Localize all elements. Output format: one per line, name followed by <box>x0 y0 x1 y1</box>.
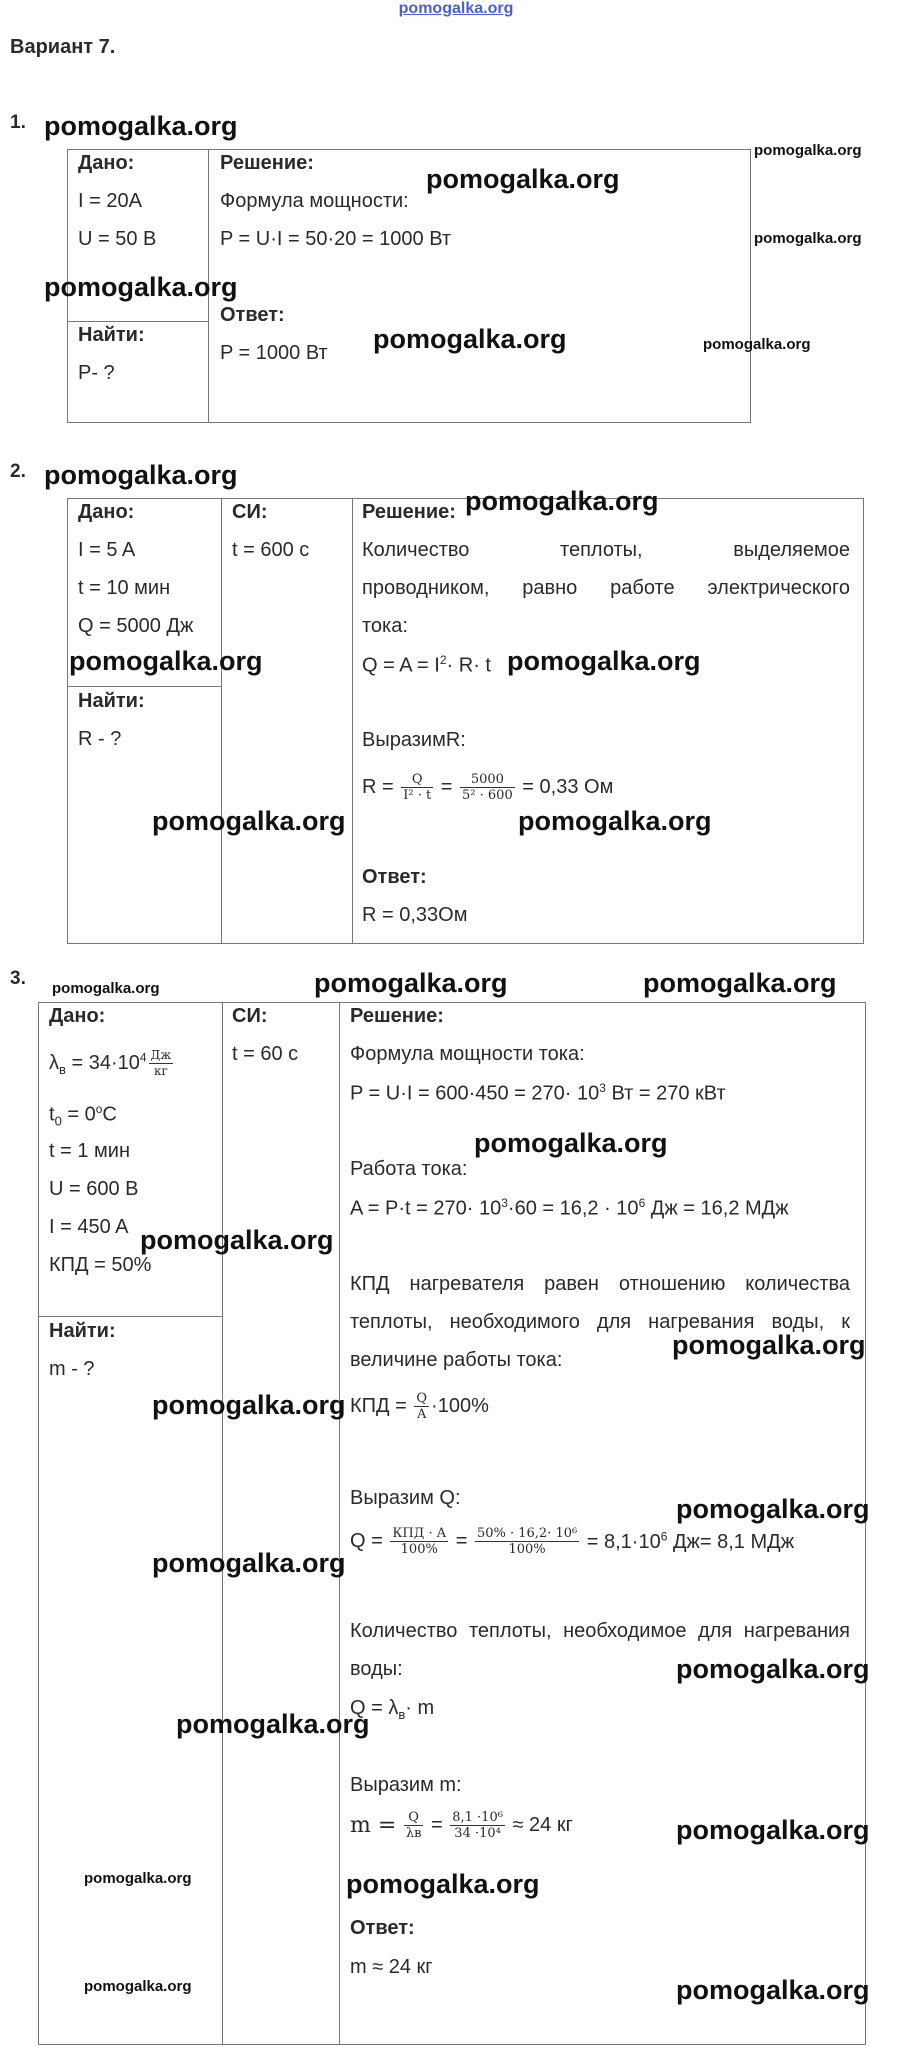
watermark-text: pomogalka.org <box>176 1709 370 1739</box>
problem-2-number: 2. <box>10 461 26 482</box>
given-t0: $t_0 = 0^oC$ <box>49 1102 117 1129</box>
problem-3-divider-h <box>38 1316 223 1317</box>
watermark-text: pomogalka.org <box>152 806 346 836</box>
watermark-text: pomogalka.org <box>754 230 862 247</box>
watermark-text: pomogalka.org <box>754 142 862 159</box>
fraction: $\frac{Q}{A}$ <box>416 1391 428 1422</box>
problem-2-divider <box>352 498 353 943</box>
formula-resistance: R = $\frac{Q}{\text{I² · t}}$ = $\frac{5000}{\text{5² · 600}}$ = 0,33 Ом <box>362 772 614 803</box>
formula-work: $A = P\cdot t = 270\cdot 10^3\cdot 60 = 16,2 \cdot 10^6$ Дж = 16,2 МДж <box>350 1196 789 1220</box>
solution-line: проводником, равно работе электрического <box>362 577 850 599</box>
si-value: t = 60 с <box>232 1043 299 1065</box>
given-value: t = 10 мин <box>78 577 171 599</box>
answer-value: P = 1000 Вт <box>220 342 328 364</box>
solution-line: Количество теплоты, необходимое для нагревания <box>350 1620 850 1642</box>
problem-2-table <box>67 498 864 944</box>
given-value: КПД = 50% <box>49 1254 152 1276</box>
solution-label: Решение: <box>362 501 456 523</box>
fraction: $\frac{5000}{\text{5² · 600}}$ <box>462 772 513 803</box>
watermark-text: pomogalka.org <box>676 1654 870 1684</box>
fraction: Q λв <box>405 1810 422 1841</box>
solution-line: КПД нагревателя равен отношению количества <box>350 1273 850 1295</box>
given-value: I = 5 A <box>78 539 136 561</box>
fraction: $\frac{\text{8,1 ·10⁶}}{\text{34 ·10⁴}}$ <box>452 1810 503 1841</box>
watermark-text: pomogalka.org <box>465 486 659 516</box>
solution-line: величине работы тока: <box>350 1349 563 1371</box>
given-label: Дано: <box>78 501 135 523</box>
watermark-text: pomogalka.org <box>676 1494 870 1524</box>
solution-label: Решение: <box>220 152 314 174</box>
express-label: ВыразимR: <box>362 729 466 751</box>
fraction: $\frac{\text{50\% · 16,2· 10⁶}}{100\%}$ <box>476 1526 578 1557</box>
watermark-text: pomogalka.org <box>373 324 567 354</box>
given-label: Дано: <box>49 1005 106 1027</box>
find-label: Найти: <box>78 324 145 346</box>
problem-3-divider <box>222 1002 223 2044</box>
page-title: Вариант 7. <box>10 36 116 58</box>
express-label: Выразим Q: <box>350 1487 461 1509</box>
watermark-text: pomogalka.org <box>676 1815 870 1845</box>
watermark-text: pomogalka.org <box>84 1978 192 1995</box>
given-value: I = 20A <box>78 190 142 212</box>
find-value: R - ? <box>78 728 122 750</box>
given-value: U = 600 В <box>49 1178 139 1200</box>
watermark-text: pomogalka.org <box>426 164 620 194</box>
solution-line: Количество теплоты, выделяемое <box>362 539 850 561</box>
si-label: СИ: <box>232 1005 268 1027</box>
watermark-text: pomogalka.org <box>69 646 263 676</box>
solution-line: P = U·I = 50·20 = 1000 Вт <box>220 228 452 250</box>
watermark-text: pomogalka.org <box>703 336 811 353</box>
formula-heat-q: Q = КПД · A 100% = $\frac{\text{50\% · 16,2· 10⁶}}{100\%}$ = $8,1\cdot 10^6$ Дж= 8,1 МДж <box>350 1526 795 1557</box>
watermark-text: pomogalka.org <box>314 968 508 998</box>
solution-line: воды: <box>350 1658 403 1680</box>
solution-line: тока: <box>362 615 408 637</box>
watermark-text: pomogalka.org <box>518 806 712 836</box>
solution-line: Формула мощности тока: <box>350 1043 585 1065</box>
answer-label: Ответ: <box>350 1917 415 1939</box>
site-link[interactable]: pomogalka.org <box>398 0 514 17</box>
watermark-text: pomogalka.org <box>44 111 238 141</box>
problem-2-divider <box>221 498 222 943</box>
watermark-text: pomogalka.org <box>152 1390 346 1420</box>
problem-3-divider <box>339 1002 340 2044</box>
solution-line: Работа тока: <box>350 1158 468 1180</box>
problem-1-number: 1. <box>10 112 26 133</box>
formula-power: $P = U\cdot I = 600\cdot 450 = 270\cdot 10^3$ Вт = 270 кВт <box>350 1081 726 1105</box>
watermark-text: pomogalka.org <box>474 1128 668 1158</box>
given-value: Q = 5000 Дж <box>78 615 194 637</box>
express-label: Выразим m: <box>350 1774 462 1796</box>
answer-value: R = 0,33Ом <box>362 904 468 926</box>
formula-heat-melt: $Q = \lambda_в\cdot m$ <box>350 1697 435 1722</box>
watermark-text: pomogalka.org <box>52 980 160 997</box>
watermark-text: pomogalka.org <box>44 272 238 302</box>
fraction: КПД · A 100% <box>392 1526 447 1557</box>
watermark-text: pomogalka.org <box>643 968 837 998</box>
find-value: P- ? <box>78 362 115 384</box>
watermark-text: pomogalka.org <box>672 1330 866 1360</box>
si-value: t = 600 c <box>232 539 310 561</box>
answer-value: m ≈ 24 кг <box>350 1956 433 1978</box>
watermark-text: pomogalka.org <box>140 1225 334 1255</box>
solution-label: Решение: <box>350 1005 444 1027</box>
watermark-text: pomogalka.org <box>44 460 238 490</box>
si-label: СИ: <box>232 501 268 523</box>
given-value: t = 1 мин <box>49 1140 130 1162</box>
solution-line: теплоты, необходимого для нагревания воды, к <box>350 1311 850 1333</box>
given-value: U = 50 В <box>78 228 157 250</box>
watermark-text: pomogalka.org <box>84 1870 192 1887</box>
watermark-text: pomogalka.org <box>507 646 701 676</box>
find-value: m - ? <box>49 1358 95 1380</box>
watermark-text: pomogalka.org <box>676 1975 870 2005</box>
answer-label: Ответ: <box>220 304 285 326</box>
solution-line: Формула мощности: <box>220 190 409 212</box>
watermark-text: pomogalka.org <box>152 1548 346 1578</box>
formula-mass: m = Q λв = $\frac{\text{8,1 ·10⁶}}{\text{34 ·10⁴}}$ ≈ 24 кг <box>350 1810 573 1841</box>
watermark-text: pomogalka.org <box>346 1869 540 1899</box>
problem-3-number: 3. <box>10 968 26 989</box>
given-value: I = 450 A <box>49 1216 129 1238</box>
given-lambda: $\lambda_в = 34\cdot 10^4$ Дж кг <box>49 1048 172 1078</box>
answer-label: Ответ: <box>362 866 427 888</box>
formula-heat: $Q = A = I^2\cdot R\cdot t$ <box>362 653 491 677</box>
problem-1-divider-h <box>67 321 209 322</box>
problem-2-divider-h <box>67 686 222 687</box>
find-label: Найти: <box>49 1320 116 1342</box>
formula-efficiency: КПД = $\frac{Q}{A}$ ·100% <box>350 1391 489 1422</box>
fraction: $\frac{Q}{\text{I² · t}}$ <box>403 772 432 803</box>
given-label: Дано: <box>78 152 135 174</box>
find-label: Найти: <box>78 690 145 712</box>
